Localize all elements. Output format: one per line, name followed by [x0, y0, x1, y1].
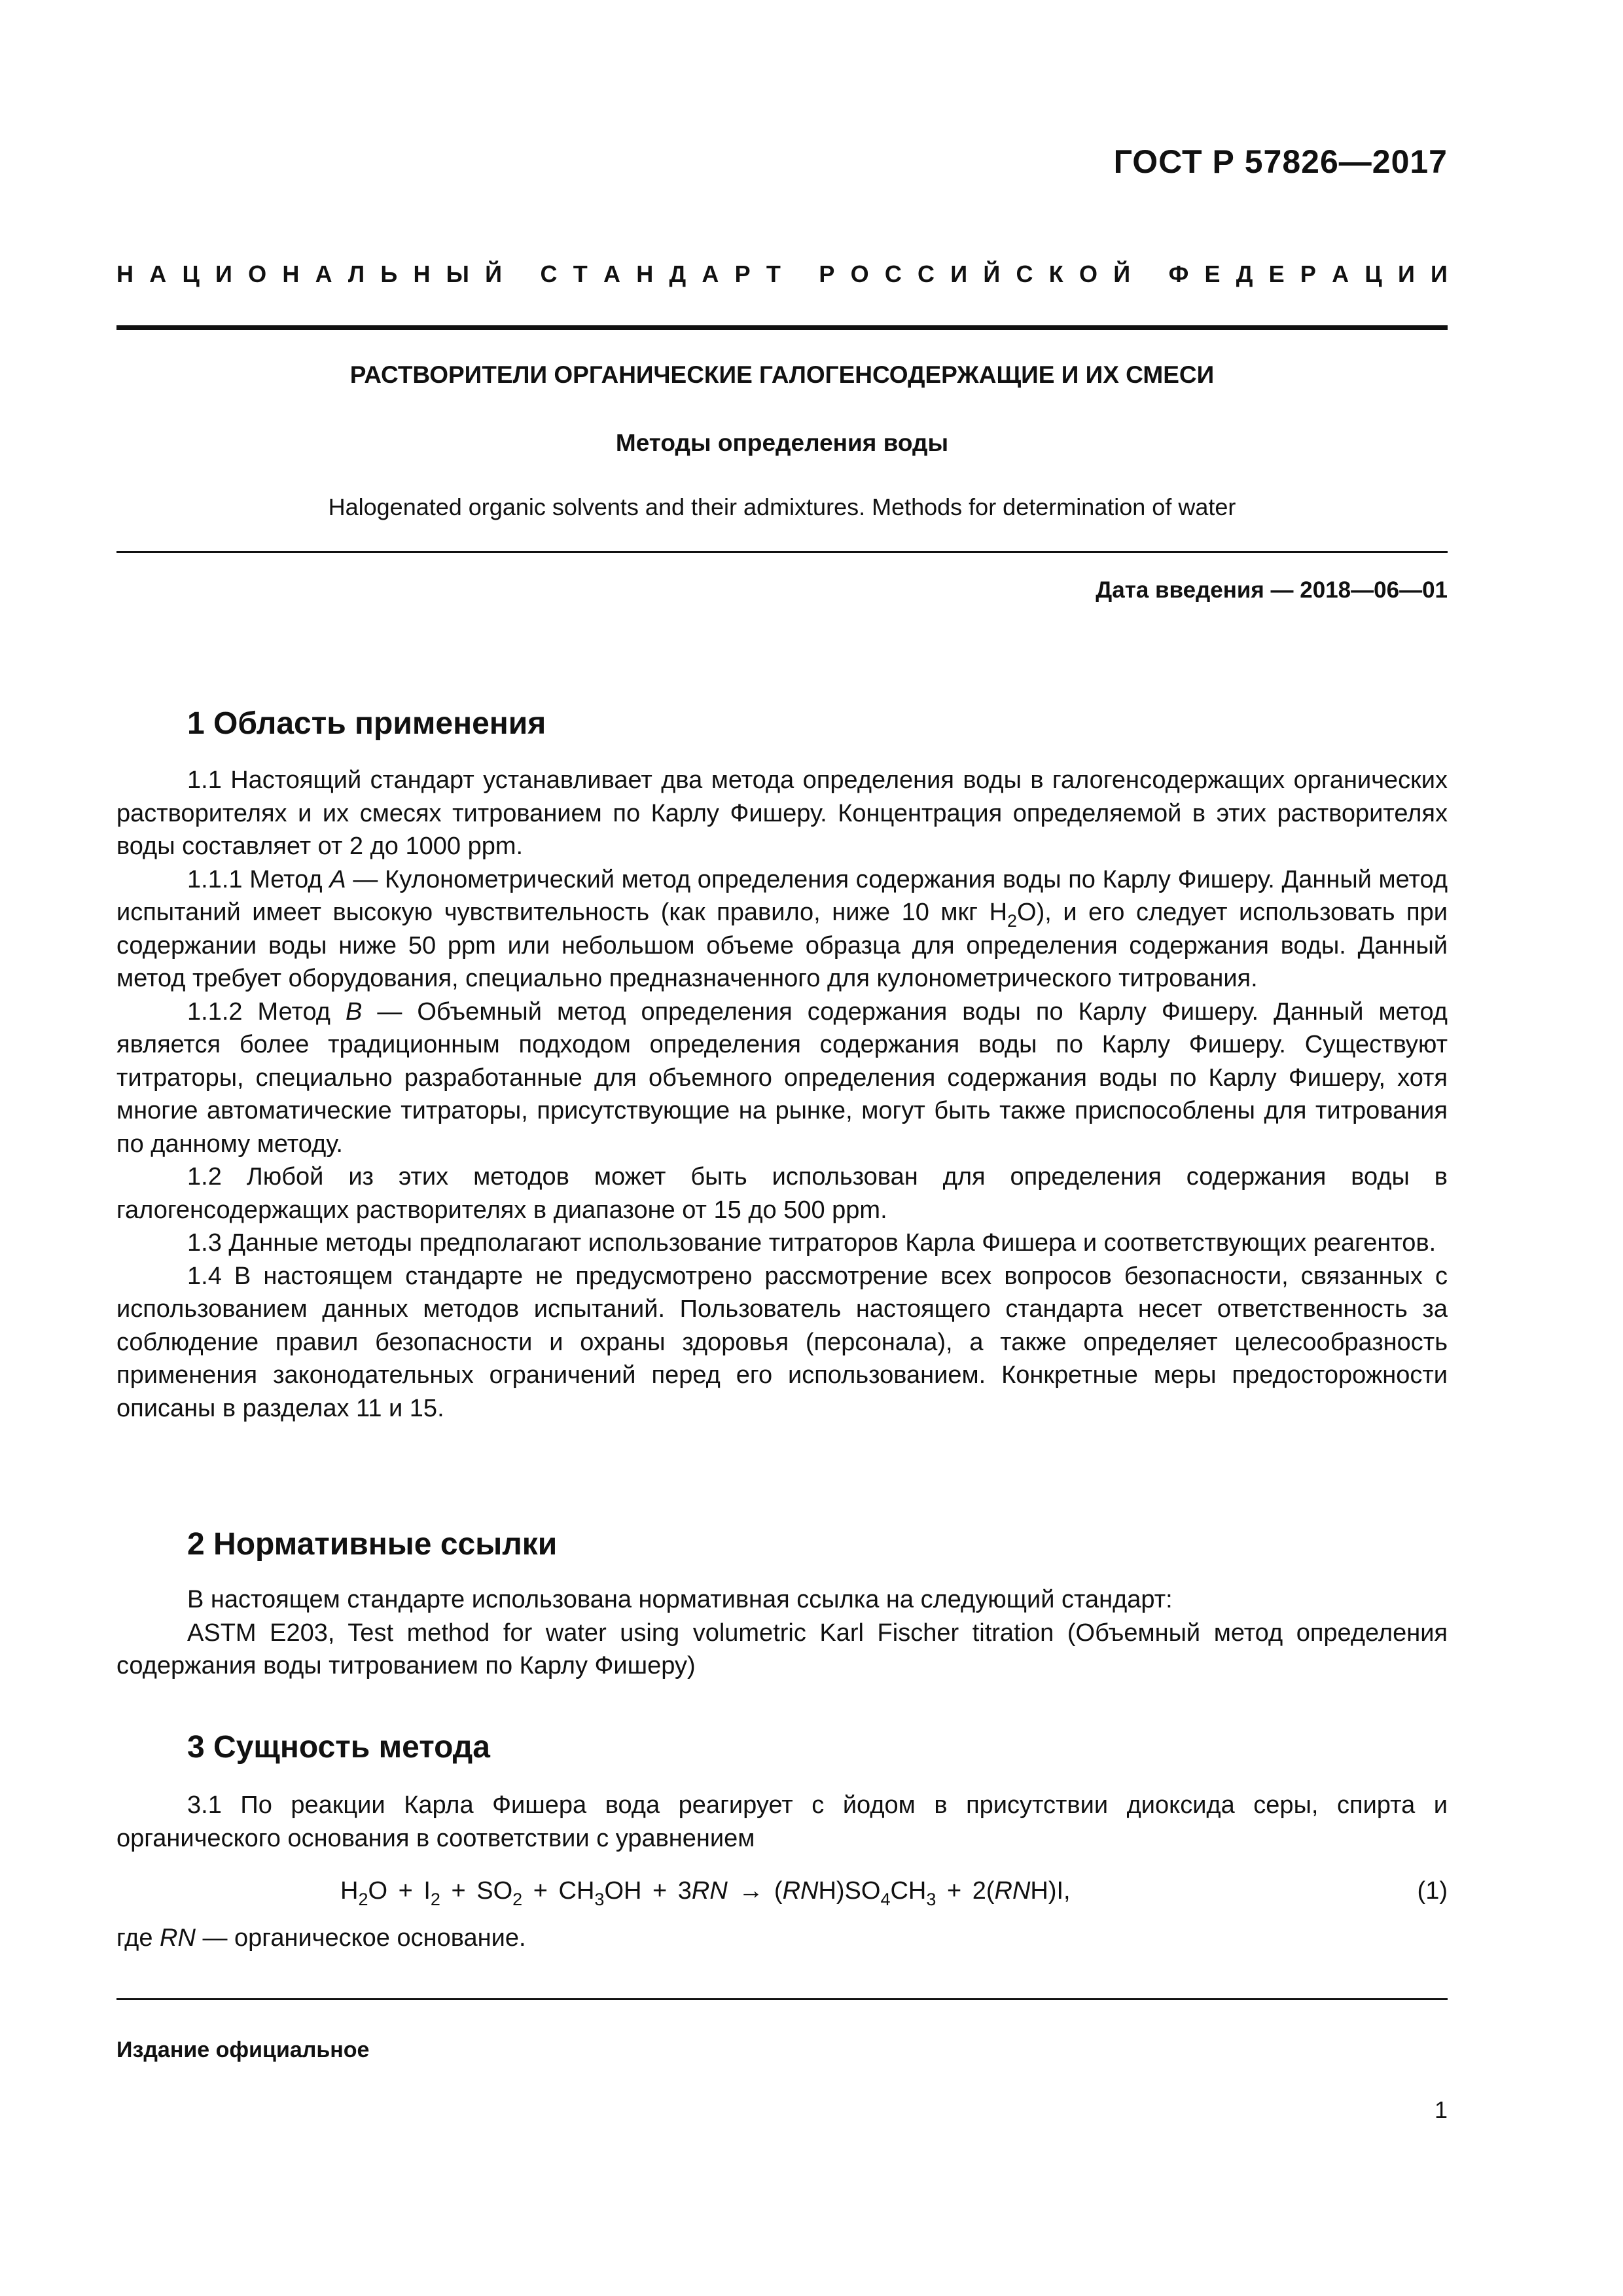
national-heading-letter — [518, 260, 524, 288]
national-heading-letter: А — [1332, 260, 1349, 287]
national-heading-letter: Д — [1236, 260, 1253, 287]
national-heading-letter: Р — [734, 260, 751, 287]
national-heading-letter: Н — [282, 260, 300, 287]
page-number: 1 — [1434, 2096, 1448, 2123]
footer-divider — [116, 1998, 1448, 2000]
national-heading-letter: Р — [819, 260, 835, 287]
section-1-heading: 1 Область применения — [187, 706, 546, 741]
document-title: РАСТВОРИТЕЛИ ОРГАНИЧЕСКИЕ ГАЛОГЕНСОДЕРЖАЩИЕ И ИХ СМЕСИ — [349, 361, 1215, 388]
national-heading-letter: С — [1016, 260, 1033, 287]
equation-number: (1) — [1417, 1877, 1448, 1905]
national-heading-letter: А — [315, 260, 332, 287]
document-subtitle: Методы определения воды — [615, 429, 949, 456]
karl-fischer-equation: $H_2O + I_2 + SO_2 + CH_3OH + 3RN \to (RNH)SO_4CH_3 + 2(RNH)I$, — [340, 1877, 1071, 1909]
national-heading-letter — [1146, 260, 1152, 288]
national-heading-letter: А — [149, 260, 167, 287]
equation-row — [116, 1877, 1448, 1916]
national-heading-letter: Д — [669, 260, 687, 287]
introduction-date: Дата введения — 2018—06—01 — [1096, 577, 1448, 603]
document-code: ГОСТ Р 57826—2017 — [1113, 143, 1448, 180]
national-standard-heading — [116, 260, 1448, 288]
paragraph-1-1-2: 1.1.2 Метод В — Объемный метод определения содержания воды по Карлу Фишеру. Данный метод является более традиционным подходом определения содержания воды по Карлу Фишеру. Существуют титраторы, специально разработанные для объемного определения содержания воды по Карлу Фишеру, хотя многие автоматические титраторы, присутствующие на рынке, могут быть также приспособлены для титрования по данному методу. — [116, 997, 1448, 1158]
equation-legend — [116, 1922, 1448, 1955]
paragraph-2-reference: ASTM E203, Test method for water using volumetric Karl Fischer titration (Объемный метод определения содержания воды титрованием по Карлу Фишеру) — [116, 1619, 1448, 1679]
national-heading-letter: Л — [348, 260, 365, 287]
section-3-body — [116, 1789, 1448, 1855]
national-heading-letter: Н — [636, 260, 654, 287]
national-heading-letter: Ь — [380, 260, 398, 287]
national-heading-letter: А — [603, 260, 620, 287]
national-heading-letter: Е — [1204, 260, 1221, 287]
official-edition-label: Издание официальное — [116, 2037, 370, 2062]
title-divider — [116, 551, 1448, 553]
section-2-body — [116, 1583, 1448, 1683]
national-heading-letter: И — [1397, 260, 1415, 287]
national-heading-letter: С — [884, 260, 902, 287]
section-1-body — [116, 764, 1448, 1425]
national-heading-letter: Й — [1113, 260, 1131, 287]
national-heading-letter: И — [215, 260, 232, 287]
paragraph-2-intro: В настоящем стандарте использована нормативная ссылка на следующий стандарт: — [187, 1586, 1173, 1613]
national-heading-letter: Ц — [182, 260, 200, 287]
paragraph-1-2: 1.2 Любой из этих методов может быть использован для определения содержания воды в галогенсодержащих растворителях в диапазоне от 15 до 500 ppm. — [116, 1163, 1448, 1224]
paragraph-3-1: 3.1 По реакции Карла Фишера вода реагирует с йодом в присутствии диоксида серы, спирта и органического основания в соответствии с уравнением — [116, 1791, 1448, 1852]
national-heading-letter: Ф — [1168, 260, 1189, 287]
national-heading-letter: И — [1431, 260, 1448, 287]
english-title: Halogenated organic solvents and their admixtures. Methods for determination of water — [328, 493, 1236, 520]
section-2-heading: 2 Нормативные ссылки — [187, 1527, 558, 1562]
national-heading-letter: Т — [573, 260, 588, 287]
national-heading-letter: Й — [983, 260, 1001, 287]
national-heading-letter: С — [540, 260, 558, 287]
national-heading-letter: Е — [1268, 260, 1285, 287]
national-heading-letter: Н — [413, 260, 431, 287]
national-heading-letter: Н — [116, 260, 134, 287]
header-divider — [116, 325, 1448, 330]
national-heading-letter: К — [1048, 260, 1063, 287]
national-heading-letter: Ы — [446, 260, 469, 287]
national-heading-letter: А — [702, 260, 719, 287]
national-heading-letter: О — [1079, 260, 1097, 287]
national-heading-letter — [796, 260, 803, 288]
national-heading-letter: Й — [485, 260, 503, 287]
national-heading-letter: О — [850, 260, 869, 287]
national-heading-letter: О — [248, 260, 267, 287]
paragraph-1-1-1: 1.1.1 Метод А — Кулонометрический метод определения содержания воды по Карлу Фишеру. Данный метод испытаний имеет высокую чувствительность (как правило, ниже 10 мкг $H_2O$), и его следует использовать при содержании воды ниже 50 ppm или небольшом объеме образца для определения содержания воды. Данный метод требует оборудования, специально предназначенного для кулонометрического титрования. — [116, 865, 1448, 992]
national-heading-letter: И — [950, 260, 968, 287]
paragraph-1-1: 1.1 Настоящий стандарт устанавливает два метода определения воды в галогенсодержащих органических растворителях и их смесях титрованием по Карлу Фишеру. Концентрация определяемой в этих растворителях воды составляет от 2 до 1000 ppm. — [116, 766, 1448, 860]
national-heading-letter: С — [918, 260, 935, 287]
section-3-heading: 3 Сущность метода — [187, 1730, 490, 1765]
national-heading-letter: Р — [1300, 260, 1316, 287]
paragraph-1-3: 1.3 Данные методы предполагают использование титраторов Карла Фишера и соответствующих реагентов. — [187, 1229, 1436, 1257]
legend-line: где RN — органическое основание. — [116, 1924, 526, 1952]
paragraph-1-4: 1.4 В настоящем стандарте не предусмотрено рассмотрение всех вопросов безопасности, связанных с использованием данных методов испытаний. Пользователь настоящего стандарта несет ответственность за соблюдение правил безопасности и охраны здоровья (персонала), а также определяет целесообразность применения законодательных ограничений перед его использованием. Конкретные меры предосторожности описаны в разделах 11 и 15. — [116, 1262, 1448, 1422]
national-heading-letter: Т — [766, 260, 781, 287]
national-heading-letter: Ц — [1364, 260, 1382, 287]
